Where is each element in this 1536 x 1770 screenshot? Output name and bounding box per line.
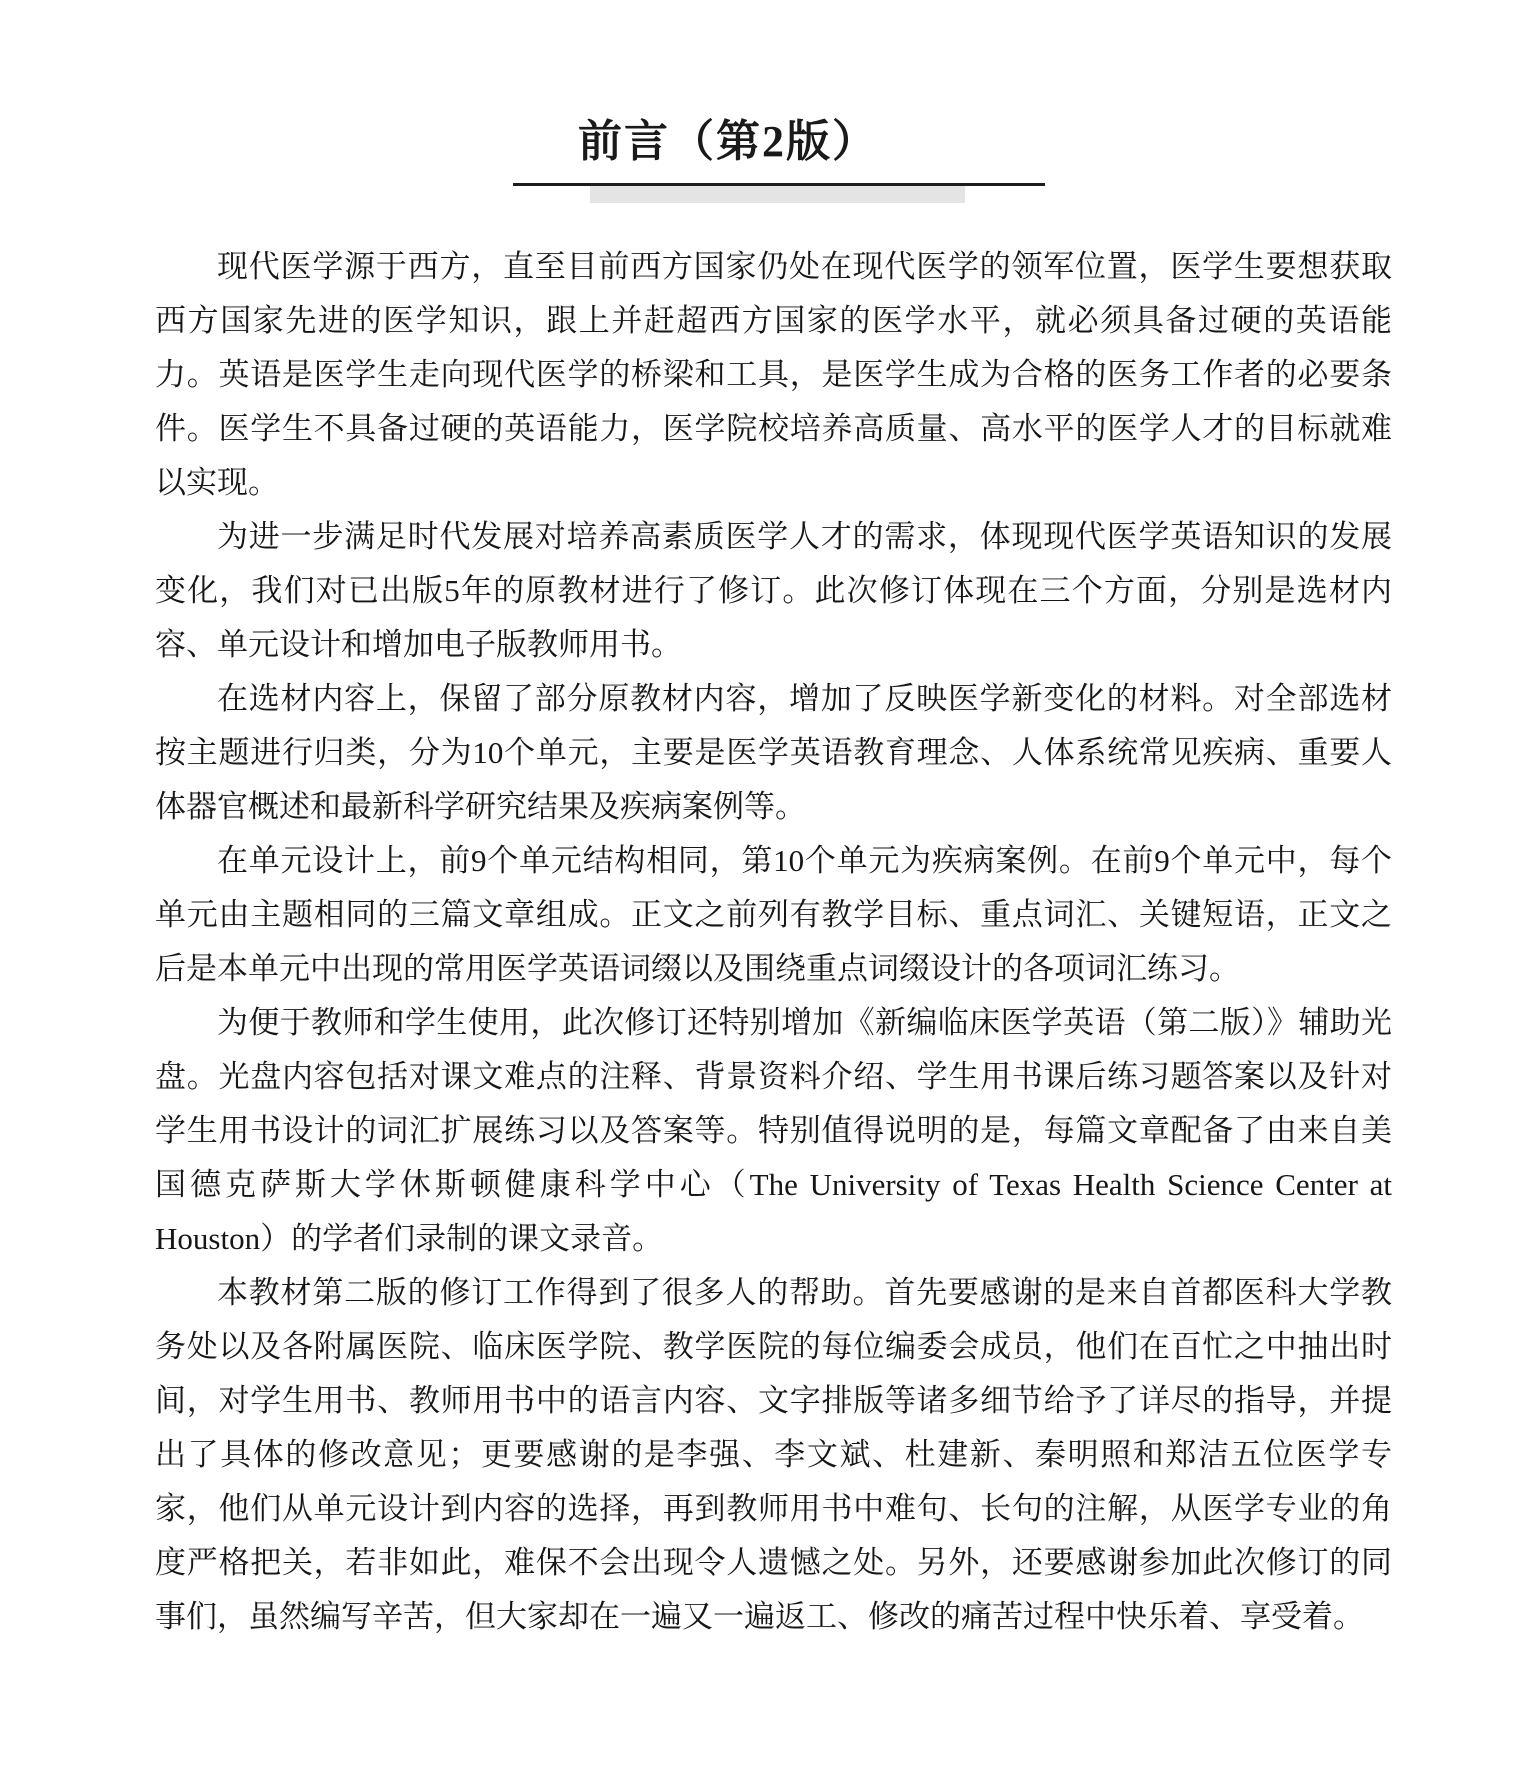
paragraph-2: 为进一步满足时代发展对培养高素质医学人才的需求，体现现代医学英语知识的发展变化，我们对已出版5年的原教材进行了修订。此次修订体现在三个方面，分别是选材内容、单元设计和增加电子版教师用书。 — [155, 519, 1392, 662]
page-title: 前言（第2版） — [578, 117, 878, 166]
paragraph-6: 本教材第二版的修订工作得到了很多人的帮助。首先要感谢的是来自首都医科大学教务处以及各附属医院、临床医学院、教学医院的每位编委会成员，他们在百忙之中抽出时间，对学生用书、教师用书中的语言内容、文字排版等诸多细节给予了详尽的指导，并提出了具体的修改意见；更要感谢的是李强、李文斌、杜建新、秦明照和郑洁五位医学专家，他们从单元设计到内容的选择，再到教师用书中难句、长句的注解，从医学专业的角度严格把关，若非如此，难保不会出现令人遗憾之处。另外，还要感谢参加此次修订的同事们，虽然编写辛苦，但大家却在一遍又一遍返工、修改的痛苦过程中快乐着、享受着。 — [155, 1275, 1392, 1634]
paragraph-4: 在单元设计上，前9个单元结构相同，第10个单元为疾病案例。在前9个单元中，每个单元由主题相同的三篇文章组成。正文之前列有教学目标、重点词汇、关键短语，正文之后是本单元中出现的常用医学英语词缀以及围绕重点词缀设计的各项词汇练习。 — [155, 843, 1392, 986]
page-header — [0, 0, 1536, 230]
paragraph-3: 在选材内容上，保留了部分原教材内容，增加了反映医学新变化的材料。对全部选材按主题进行归类，分为10个单元，主要是医学英语教育理念、人体系统常见疾病、重要人体器官概述和最新科学研究结果及疾病案例等。 — [155, 681, 1392, 824]
preface-body — [155, 240, 1392, 1644]
paragraph-5: 为便于教师和学生使用，此次修订还特别增加《新编临床医学英语（第二版）》辅助光盘。光盘内容包括对课文难点的注释、背景资料介绍、学生用书课后练习题答案以及针对学生用书设计的词汇扩展练习以及答案等。特别值得说明的是，每篇文章配备了由来自美国德克萨斯大学休斯顿健康科学中心（The University of Texas Health Science Center at Houston）的学者们录制的课文录音。 — [155, 1005, 1392, 1256]
paragraph-1: 现代医学源于西方，直至目前西方国家仍处在现代医学的领军位置，医学生要想获取西方国家先进的医学知识，跟上并赶超西方国家的医学水平，就必须具备过硬的英语能力。英语是医学生走向现代医学的桥梁和工具，是医学生成为合格的医务工作者的必要条件。医学生不具备过硬的英语能力，医学院校培养高质量、高水平的医学人才的目标就难以实现。 — [155, 249, 1392, 500]
title-highlight-bar — [590, 186, 965, 203]
